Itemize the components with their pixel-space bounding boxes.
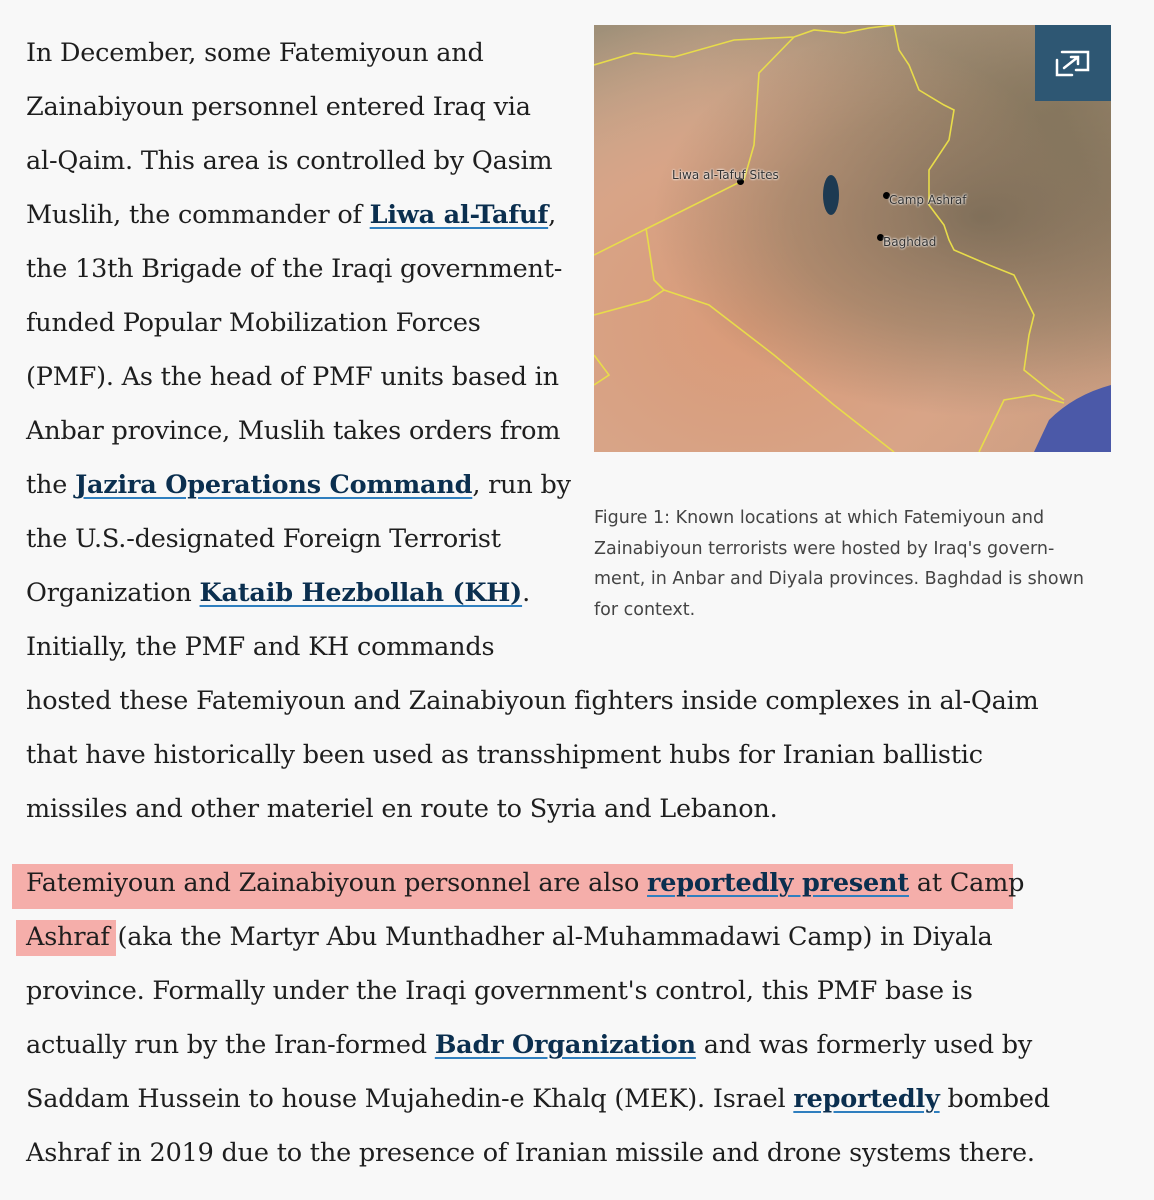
paragraph1-line	[26, 620, 494, 674]
link-reportedly-present[interactable]: reportedly present	[647, 868, 909, 898]
text-segment: Muslih, the commander of	[26, 200, 370, 230]
caption-line: Zainabiyoun terrorists were hosted by Iraq's govern-	[594, 538, 1055, 559]
paragraph1-line	[26, 512, 501, 566]
caption-line: Figure 1: Known locations at which Fatemiyoun and	[594, 508, 1045, 528]
link-liwa-al-tafuf[interactable]: Liwa al-Tafuf	[369, 200, 549, 230]
paragraph1-line	[26, 782, 778, 836]
text-segment: ,	[548, 200, 557, 230]
text-segment: Ashraf in 2019 due to the presence of Iranian missile and drone systems there.	[26, 1138, 1035, 1168]
paragraph1-line	[26, 404, 560, 458]
map-label-baghdad: Baghdad	[883, 235, 937, 249]
expand-image-icon	[1054, 48, 1092, 78]
paragraph2-line	[26, 1072, 1050, 1126]
text-segment: (PMF). As the head of PMF units based in	[26, 362, 559, 392]
text-segment: the	[26, 470, 76, 500]
text-segment: al-Qaim. This area is controlled by Qasim	[26, 146, 553, 176]
map-borders	[594, 25, 1111, 452]
text-segment: at Camp	[908, 868, 1025, 898]
text-segment: missiles and other materiel en route to Syria and Lebanon.	[26, 794, 778, 824]
paragraph1-line	[26, 350, 559, 404]
paragraph1-line	[26, 674, 1039, 728]
text-segment: bombed	[939, 1084, 1050, 1114]
text-segment: Saddam Hussein to house Mujahedin-e Khalq (MEK). Israel	[26, 1084, 794, 1114]
paragraph1-line	[26, 188, 556, 242]
paragraph1-line	[26, 566, 530, 620]
link-badr-organization[interactable]: Badr Organization	[434, 1030, 696, 1060]
map-label-liwa: Liwa al-Tafuf Sites	[672, 168, 779, 182]
text-segment: Zainabiyoun personnel entered Iraq via	[26, 92, 531, 122]
text-segment: (aka the Martyr Abu Munthadher al-Muhammadawi Camp) in Diyala	[109, 922, 993, 952]
text-segment: In December, some Fatemiyoun and	[26, 38, 484, 68]
text-segment: Organization	[26, 578, 200, 608]
paragraph1-line	[26, 458, 571, 512]
paragraph2-line	[26, 856, 1024, 910]
paragraph1-line	[26, 728, 983, 782]
paragraph1-line	[26, 80, 531, 134]
paragraph2-line	[26, 964, 973, 1018]
paragraph2-line	[26, 1018, 1032, 1072]
text-segment: Ashraf	[26, 922, 110, 952]
map-figure[interactable]	[594, 25, 1111, 452]
link-jazira-operations-command[interactable]: Jazira Operations Command	[75, 470, 473, 500]
paragraph1-line	[26, 134, 552, 188]
link-reportedly[interactable]: reportedly	[793, 1084, 940, 1114]
paragraph2-line	[26, 1126, 1035, 1180]
caption-line: ment, in Anbar and Diyala provinces. Baghdad is shown	[594, 569, 1084, 589]
text-segment: province. Formally under the Iraqi government's control, this PMF base is	[26, 976, 973, 1006]
map-label-ashraf: Camp Ashraf	[889, 193, 967, 207]
text-segment: Anbar province, Muslih takes orders from	[26, 416, 561, 446]
paragraph1-line	[26, 296, 481, 350]
paragraph2-line	[26, 910, 993, 964]
text-segment: funded Popular Mobilization Forces	[26, 308, 481, 338]
expand-image-button[interactable]	[1035, 25, 1111, 101]
caption-line: for context.	[594, 599, 696, 620]
text-segment: actually run by the Iran-formed	[26, 1030, 435, 1060]
paragraph1-line	[26, 242, 562, 296]
figure-caption	[594, 503, 1114, 625]
text-segment: .	[522, 578, 530, 608]
text-segment: the 13th Brigade of the Iraqi government-	[26, 254, 563, 284]
text-segment: that have historically been used as transshipment hubs for Iranian ballistic	[26, 740, 983, 770]
link-kataib-hezbollah-kh[interactable]: Kataib Hezbollah (KH)	[199, 578, 523, 608]
text-segment: Initially, the PMF and KH commands	[26, 632, 495, 662]
text-segment: and was formerly used by	[695, 1030, 1033, 1060]
text-segment: , run by	[472, 470, 571, 500]
text-segment: hosted these Fatemiyoun and Zainabiyoun fighters inside complexes in al-Qaim	[26, 686, 1039, 716]
text-segment: Fatemiyoun and Zainabiyoun personnel are also	[26, 868, 648, 898]
text-segment: the U.S.-designated Foreign Terrorist	[26, 524, 501, 554]
paragraph1-line	[26, 26, 484, 80]
